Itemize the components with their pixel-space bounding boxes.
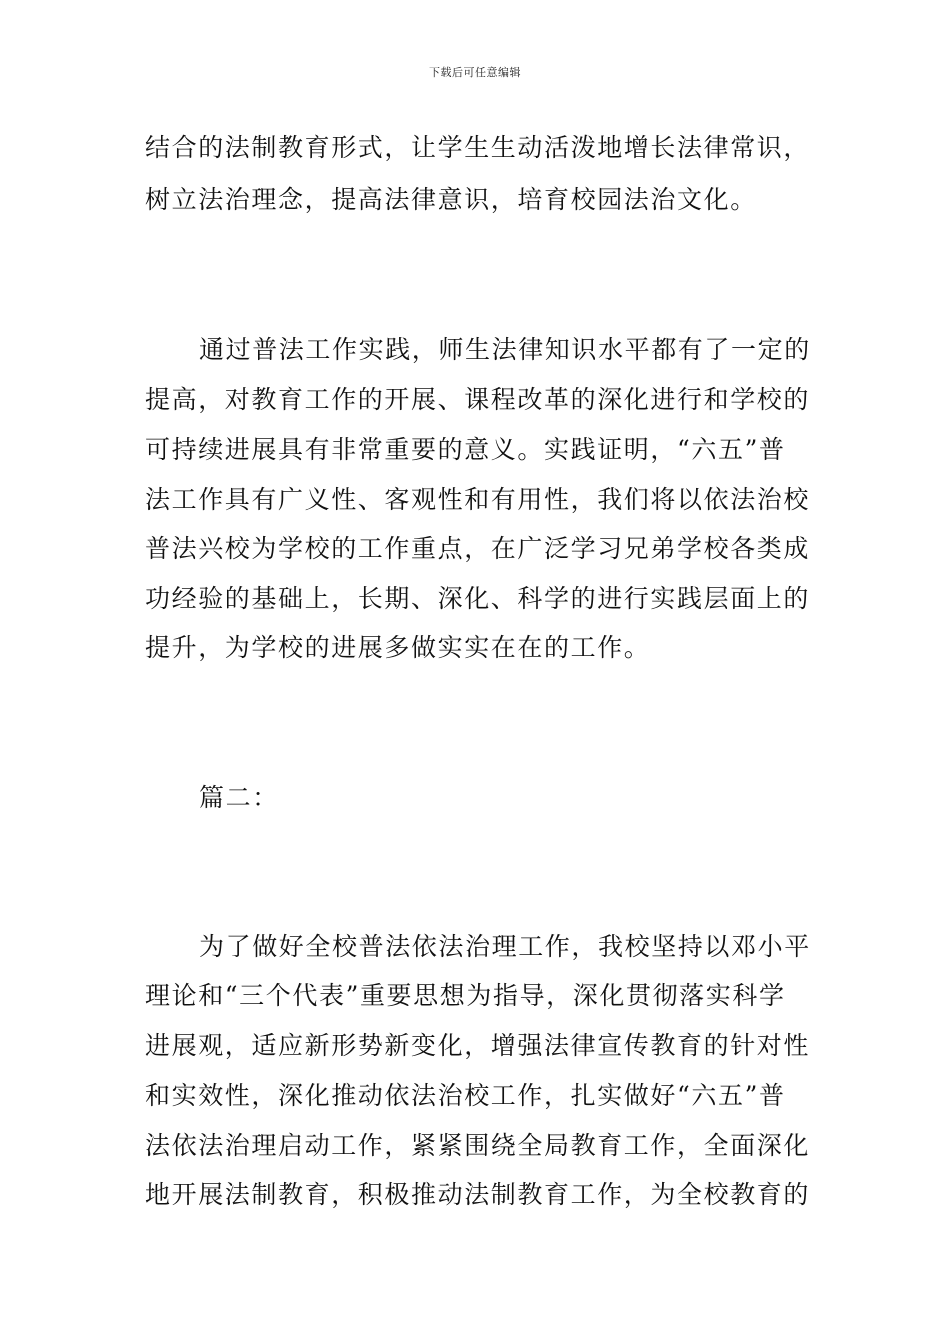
paragraph-line: 法工作具有广义性、客观性和有用性，我们将以依法治校 <box>145 485 811 514</box>
paragraph-line: 提升，为学校的进展多做实实在在的工作。 <box>145 633 651 662</box>
page-header: 下载后可任意编辑 <box>429 66 521 79</box>
paragraph-line: 进展观，适应新形势新变化，增强法律宣传教育的针对性 <box>145 1031 811 1060</box>
paragraph-line: 功经验的基础上，长期、深化、科学的进行实践层面上的 <box>145 584 811 613</box>
paragraph-line: 可持续进展具有非常重要的意义。实践证明，“六五”普 <box>145 435 786 464</box>
paragraph-line: 地开展法制教育，积极推动法制教育工作，为全校教育的 <box>145 1180 811 1209</box>
section-heading: 篇二： <box>199 783 279 812</box>
paragraph-line: 提高，对教育工作的开展、课程改革的深化进行和学校的 <box>145 385 811 414</box>
paragraph-line: 通过普法工作实践，师生法律知识水平都有了一定的 <box>199 335 811 364</box>
paragraph-line: 法依法治理启动工作，紧紧围绕全局教育工作，全面深化 <box>145 1131 811 1160</box>
paragraph-line: 普法兴校为学校的工作重点，在广泛学习兄弟学校各类成 <box>145 534 811 563</box>
paragraph-line: 理论和“三个代表”重要思想为指导，深化贯彻落实科学 <box>145 981 786 1010</box>
paragraph-line: 树立法治理念，提高法律意识，培育校园法治文化。 <box>145 185 757 214</box>
paragraph-line: 为了做好全校普法依法治理工作，我校坚持以邓小平 <box>199 932 811 961</box>
paragraph-line: 结合的法制教育形式，让学生生动活泼地增长法律常识， <box>145 133 811 162</box>
paragraph-line: 和实效性，深化推动依法治校工作，扎实做好“六五”普 <box>145 1081 786 1110</box>
